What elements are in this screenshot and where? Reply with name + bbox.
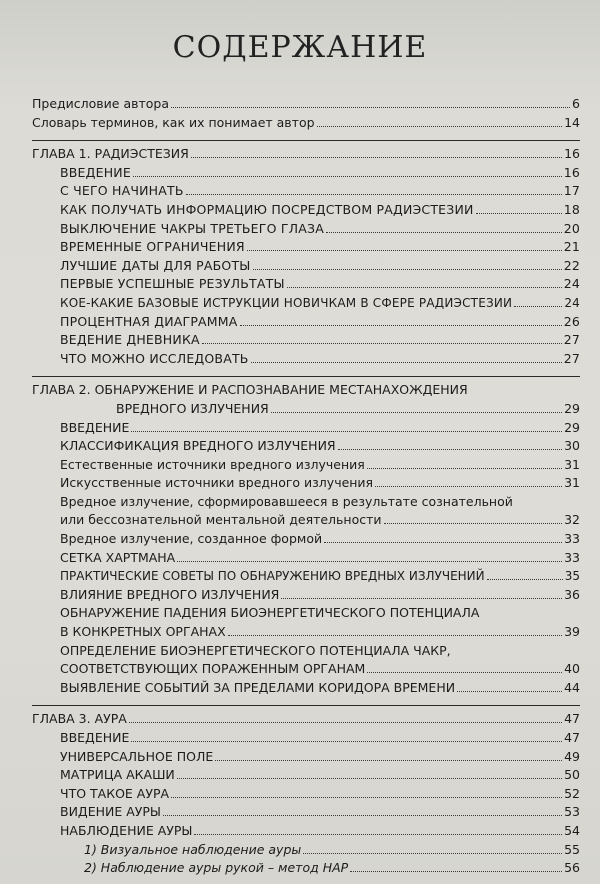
toc-entry-text: УНИВЕРСАЛЬНОЕ ПОЛЕ xyxy=(60,748,214,764)
dot-leader xyxy=(303,853,562,854)
toc-page-number: 22 xyxy=(563,257,580,273)
toc-entry[interactable] xyxy=(32,679,580,698)
toc-page-number: 27 xyxy=(563,332,580,348)
toc-entry-preface[interactable] xyxy=(32,95,580,114)
toc-entry[interactable] xyxy=(32,474,580,493)
toc-page-number: 47 xyxy=(564,730,580,745)
toc-entry[interactable] xyxy=(32,331,580,350)
dot-leader xyxy=(129,722,562,723)
toc-page-number: 21 xyxy=(563,239,580,255)
dot-leader xyxy=(476,213,562,214)
toc-entry-text: ПРАКТИЧЕСКИЕ СОВЕТЫ ПО ОБНАРУЖЕНИЮ ВРЕДНЫХ ИЗЛУЧЕНИЙ xyxy=(60,569,485,584)
toc-entry-text: Естественные источники вредного излучения xyxy=(60,456,365,472)
toc-entry[interactable] xyxy=(32,238,580,257)
dot-leader xyxy=(177,778,562,779)
toc-entry[interactable] xyxy=(32,275,580,294)
dot-leader xyxy=(133,176,562,177)
toc-entry-text: ЧТО ТАКОЕ АУРА xyxy=(60,785,170,801)
dot-leader xyxy=(375,486,562,487)
toc-entry-text: ВИДЕНИЕ АУРЫ xyxy=(60,804,161,820)
toc-entry[interactable] xyxy=(32,511,580,530)
toc-entry-text: 2) Наблюдение ауры рукой – метод НАР xyxy=(84,860,349,876)
toc-page-number: 54 xyxy=(564,822,580,838)
toc-entry-text: ВВЕДЕНИЕ xyxy=(60,419,130,435)
toc-entry[interactable] xyxy=(32,766,580,785)
dot-leader xyxy=(131,431,562,432)
toc-entry-text: НАБЛЮДЕНИЕ АУРЫ xyxy=(60,822,193,838)
toc-entry-text: Предисловие автора xyxy=(32,96,170,111)
toc-entry[interactable] xyxy=(32,530,580,549)
toc-entry-wrapped[interactable]: ОБНАРУЖЕНИЕ ПАДЕНИЯ БИОЭНЕРГЕТИЧЕСКОГО ПОТЕНЦИАЛА xyxy=(60,605,480,621)
toc-entry-wrapped[interactable]: Вредное излучение, сформировавшееся в результате сознательной xyxy=(60,493,513,509)
dot-leader xyxy=(253,269,562,270)
toc-entry[interactable] xyxy=(32,419,580,438)
chapter-heading: ГЛАВА 1. РАДИЭСТЕЗИЯ xyxy=(32,146,189,162)
toc-page-number: 17 xyxy=(563,183,580,199)
chapter-heading-cont: ВРЕДНОГО ИЗЛУЧЕНИЯ xyxy=(116,400,269,416)
toc-entry-text: Словарь терминов, как их понимает автор xyxy=(32,114,315,130)
toc-page-number: 29 xyxy=(564,419,580,435)
toc-entry-text: ВЫЯВЛЕНИЕ СОБЫТИЙ ЗА ПРЕДЕЛАМИ КОРИДОРА ВРЕМЕНИ xyxy=(60,679,456,695)
toc-page-number: 39 xyxy=(564,624,580,640)
toc-entry[interactable] xyxy=(32,182,580,201)
dot-leader xyxy=(384,523,563,524)
toc-entry[interactable] xyxy=(32,623,580,642)
toc-page-number: 16 xyxy=(563,164,580,180)
toc-page-number: 55 xyxy=(564,841,580,857)
dot-leader xyxy=(202,343,562,344)
dot-leader xyxy=(281,598,562,599)
dot-leader xyxy=(171,797,562,798)
chapter-heading[interactable]: ГЛАВА 2. ОБНАРУЖЕНИЕ И РАСПОЗНАВАНИЕ МЕСТАНАХОЖДЕНИЯ xyxy=(32,382,468,398)
dot-leader xyxy=(191,157,562,158)
toc-page-number: 35 xyxy=(564,569,580,584)
table-of-contents xyxy=(32,95,580,878)
toc-entry-text: КАК ПОЛУЧАТЬ ИНФОРМАЦИЮ ПОСРЕДСТВОМ РАДИЭСТЕЗИИ xyxy=(60,201,474,217)
toc-entry[interactable] xyxy=(32,313,580,332)
toc-entry[interactable] xyxy=(32,294,580,313)
page-title: СОДЕРЖАНИЕ xyxy=(172,30,428,65)
toc-page-number: 18 xyxy=(563,201,580,217)
toc-page-number: 24 xyxy=(563,276,580,292)
dot-leader xyxy=(350,871,562,872)
toc-entry-text: В КОНКРЕТНЫХ ОРГАНАХ xyxy=(60,624,226,640)
toc-page-number: 31 xyxy=(564,456,580,472)
toc-entry-text: ВВЕДЕНИЕ xyxy=(60,730,130,745)
toc-entry-text: или бессознательной ментальной деятельности xyxy=(60,512,382,528)
dot-leader xyxy=(367,468,562,469)
toc-entry[interactable] xyxy=(32,164,580,183)
toc-entry-wrapped[interactable]: ОПРЕДЕЛЕНИЕ БИОЭНЕРГЕТИЧЕСКОГО ПОТЕНЦИАЛА ЧАКР, xyxy=(60,642,451,658)
toc-entry[interactable] xyxy=(32,549,580,568)
dot-leader xyxy=(287,287,562,288)
toc-page-number: 53 xyxy=(564,804,580,820)
toc-entry-text: СООТВЕТСТВУЮЩИХ ПОРАЖЕННЫМ ОРГАНАМ xyxy=(60,661,366,677)
toc-page-number: 36 xyxy=(564,586,580,602)
toc-entry-text: Вредное излучение, созданное формой xyxy=(60,531,323,547)
toc-page-number: 29 xyxy=(564,400,580,416)
toc-entry-text: ВЫКЛЮЧЕНИЕ ЧАКРЫ ТРЕТЬЕГО ГЛАЗА xyxy=(60,220,324,236)
toc-page-number: 26 xyxy=(563,313,580,329)
toc-page-number: 50 xyxy=(564,767,580,783)
toc-entry[interactable] xyxy=(32,350,580,369)
dot-leader xyxy=(487,579,563,580)
dot-leader xyxy=(271,412,562,413)
dot-leader xyxy=(367,672,562,673)
toc-chapter-3[interactable] xyxy=(32,710,580,729)
toc-entry[interactable] xyxy=(32,437,580,456)
toc-entry-text: ПРОЦЕНТНАЯ ДИАГРАММА xyxy=(60,313,238,329)
dot-leader xyxy=(240,325,562,326)
toc-page-number: 27 xyxy=(563,350,580,366)
chapter-heading: ГЛАВА 3. АУРА xyxy=(32,711,127,727)
dot-leader xyxy=(163,815,562,816)
toc-entry-text: Искусственные источники вредного излучения xyxy=(60,475,374,491)
toc-entry-text: ВРЕМЕННЫЕ ОГРАНИЧЕНИЯ xyxy=(60,239,245,255)
toc-entry-text: СЕТКА ХАРТМАНА xyxy=(60,549,176,565)
toc-entry-text: ПЕРВЫЕ УСПЕШНЫЕ РЕЗУЛЬТАТЫ xyxy=(60,276,285,292)
toc-entry[interactable] xyxy=(32,586,580,605)
toc-entry[interactable] xyxy=(32,220,580,239)
toc-entry-text: МАТРИЦА АКАШИ xyxy=(60,767,175,783)
dot-leader xyxy=(338,449,562,450)
toc-entry-text: 1) Визуальное наблюдение ауры xyxy=(84,841,302,857)
dot-leader xyxy=(131,741,562,742)
toc-entry-text: С ЧЕГО НАЧИНАТЬ xyxy=(60,183,184,199)
toc-page-number: 24 xyxy=(564,295,580,310)
toc-entry-text: КЛАССИФИКАЦИЯ ВРЕДНОГО ИЗЛУЧЕНИЯ xyxy=(60,438,336,454)
toc-entry[interactable] xyxy=(32,660,580,679)
toc-subentry[interactable] xyxy=(32,841,580,860)
toc-page-number: 14 xyxy=(564,114,580,130)
toc-page-number: 40 xyxy=(564,661,580,677)
toc-entry[interactable] xyxy=(32,567,580,586)
dot-leader xyxy=(228,635,562,636)
toc-chapter-2[interactable] xyxy=(32,400,580,419)
toc-entry[interactable] xyxy=(32,803,580,822)
toc-page-number: 32 xyxy=(564,512,580,528)
toc-page-number: 33 xyxy=(564,549,580,565)
toc-page-number: 56 xyxy=(564,860,580,876)
dot-leader xyxy=(457,691,562,692)
toc-entry[interactable] xyxy=(32,257,580,276)
toc-chapter-1[interactable] xyxy=(32,145,580,164)
toc-page-number: 52 xyxy=(564,785,580,801)
toc-entry-glossary[interactable] xyxy=(32,114,580,133)
dot-leader xyxy=(194,834,562,835)
toc-page-number: 31 xyxy=(564,475,580,491)
toc-entry-text: ВВЕДЕНИЕ xyxy=(60,164,131,180)
toc-entry[interactable] xyxy=(32,748,580,767)
dot-leader xyxy=(514,306,562,307)
toc-page-number: 6 xyxy=(572,96,580,111)
toc-page-number: 16 xyxy=(564,146,580,162)
toc-page-number: 47 xyxy=(564,711,580,727)
toc-entry[interactable] xyxy=(32,785,580,804)
dot-leader xyxy=(215,760,562,761)
dot-leader xyxy=(324,542,562,543)
dot-leader xyxy=(326,232,562,233)
toc-entry[interactable] xyxy=(32,729,580,748)
dot-leader xyxy=(171,107,570,108)
toc-entry[interactable] xyxy=(32,822,580,841)
toc-page-number: 49 xyxy=(564,748,580,764)
dot-leader xyxy=(251,362,562,363)
toc-entry-text: ВЛИЯНИЕ ВРЕДНОГО ИЗЛУЧЕНИЯ xyxy=(60,586,280,602)
dot-leader xyxy=(186,194,562,195)
toc-entry[interactable] xyxy=(32,456,580,475)
toc-entry-text: ВЕДЕНИЕ ДНЕВНИКА xyxy=(60,332,200,348)
dot-leader xyxy=(247,250,562,251)
toc-page-number: 44 xyxy=(564,679,580,695)
toc-entry[interactable] xyxy=(32,201,580,220)
dot-leader xyxy=(177,561,562,562)
toc-entry-text: КОЕ-КАКИЕ БАЗОВЫЕ ИСТРУКЦИИ НОВИЧКАМ В СФЕРЕ РАДИЭСТЕЗИИ xyxy=(60,295,513,310)
toc-page-number: 33 xyxy=(564,531,580,547)
toc-entry-text: ЛУЧШИЕ ДАТЫ ДЛЯ РАБОТЫ xyxy=(60,257,251,273)
toc-page-number: 30 xyxy=(564,438,580,454)
toc-page-number: 20 xyxy=(563,220,580,236)
toc-entry-text: ЧТО МОЖНО ИССЛЕДОВАТЬ xyxy=(60,350,249,366)
toc-subentry[interactable] xyxy=(32,859,580,878)
dot-leader xyxy=(317,126,563,127)
